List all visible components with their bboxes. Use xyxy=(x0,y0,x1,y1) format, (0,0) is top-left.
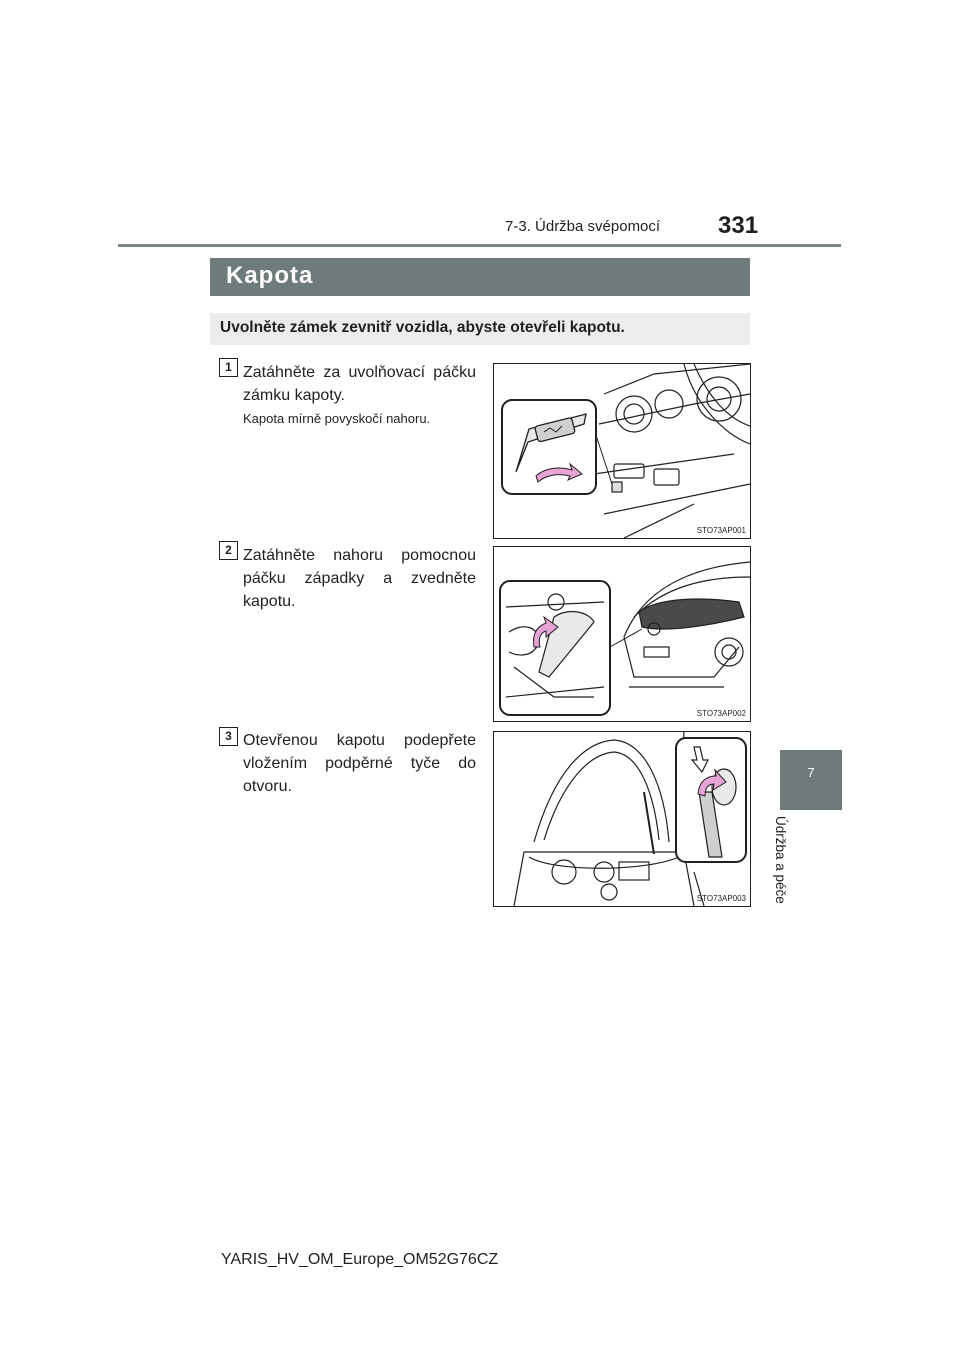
figure-hood-release-lever xyxy=(493,363,751,539)
chapter-tab xyxy=(780,750,842,810)
step-number: 1 xyxy=(219,358,238,377)
step-number: 3 xyxy=(219,727,238,746)
figure-code: STO73AP002 xyxy=(696,709,746,718)
hood-support-illustration xyxy=(494,732,750,906)
page-number: 331 xyxy=(718,212,759,239)
page-title: Kapota xyxy=(226,262,314,289)
chapter-number: 7 xyxy=(807,765,815,780)
step-text: Zatáhněte nahoru pomocnou páčku západky a zvedněte kapotu. xyxy=(243,547,476,610)
chapter-label-text: Údržba a péče xyxy=(773,816,788,904)
figure-code: STO73AP003 xyxy=(696,894,746,903)
figure-hood-support-rod xyxy=(493,731,751,907)
hood-latch-illustration xyxy=(494,547,750,721)
section-title: 7-3. Údržba svépomocí xyxy=(505,218,661,235)
document-id: YARIS_HV_OM_Europe_OM52G76CZ xyxy=(221,1251,499,1268)
hood-release-illustration xyxy=(494,364,750,538)
page-subtitle: Uvolněte zámek zevnitř vozidla, abyste otevřeli kapotu. xyxy=(220,319,625,336)
step-text: Otevřenou kapotu podepřete vložením podpěrné tyče do otvoru. xyxy=(243,732,476,795)
step-text: Zatáhněte za uvolňovací páčku zámku kapoty. xyxy=(243,364,476,404)
figure-code: STO73AP001 xyxy=(696,526,746,535)
figure-hood-latch-lever xyxy=(493,546,751,722)
step-note: Kapota mírně povyskočí nahoru. xyxy=(243,411,431,426)
chapter-label xyxy=(773,816,806,916)
step-number: 2 xyxy=(219,541,238,560)
header-divider xyxy=(118,244,841,247)
